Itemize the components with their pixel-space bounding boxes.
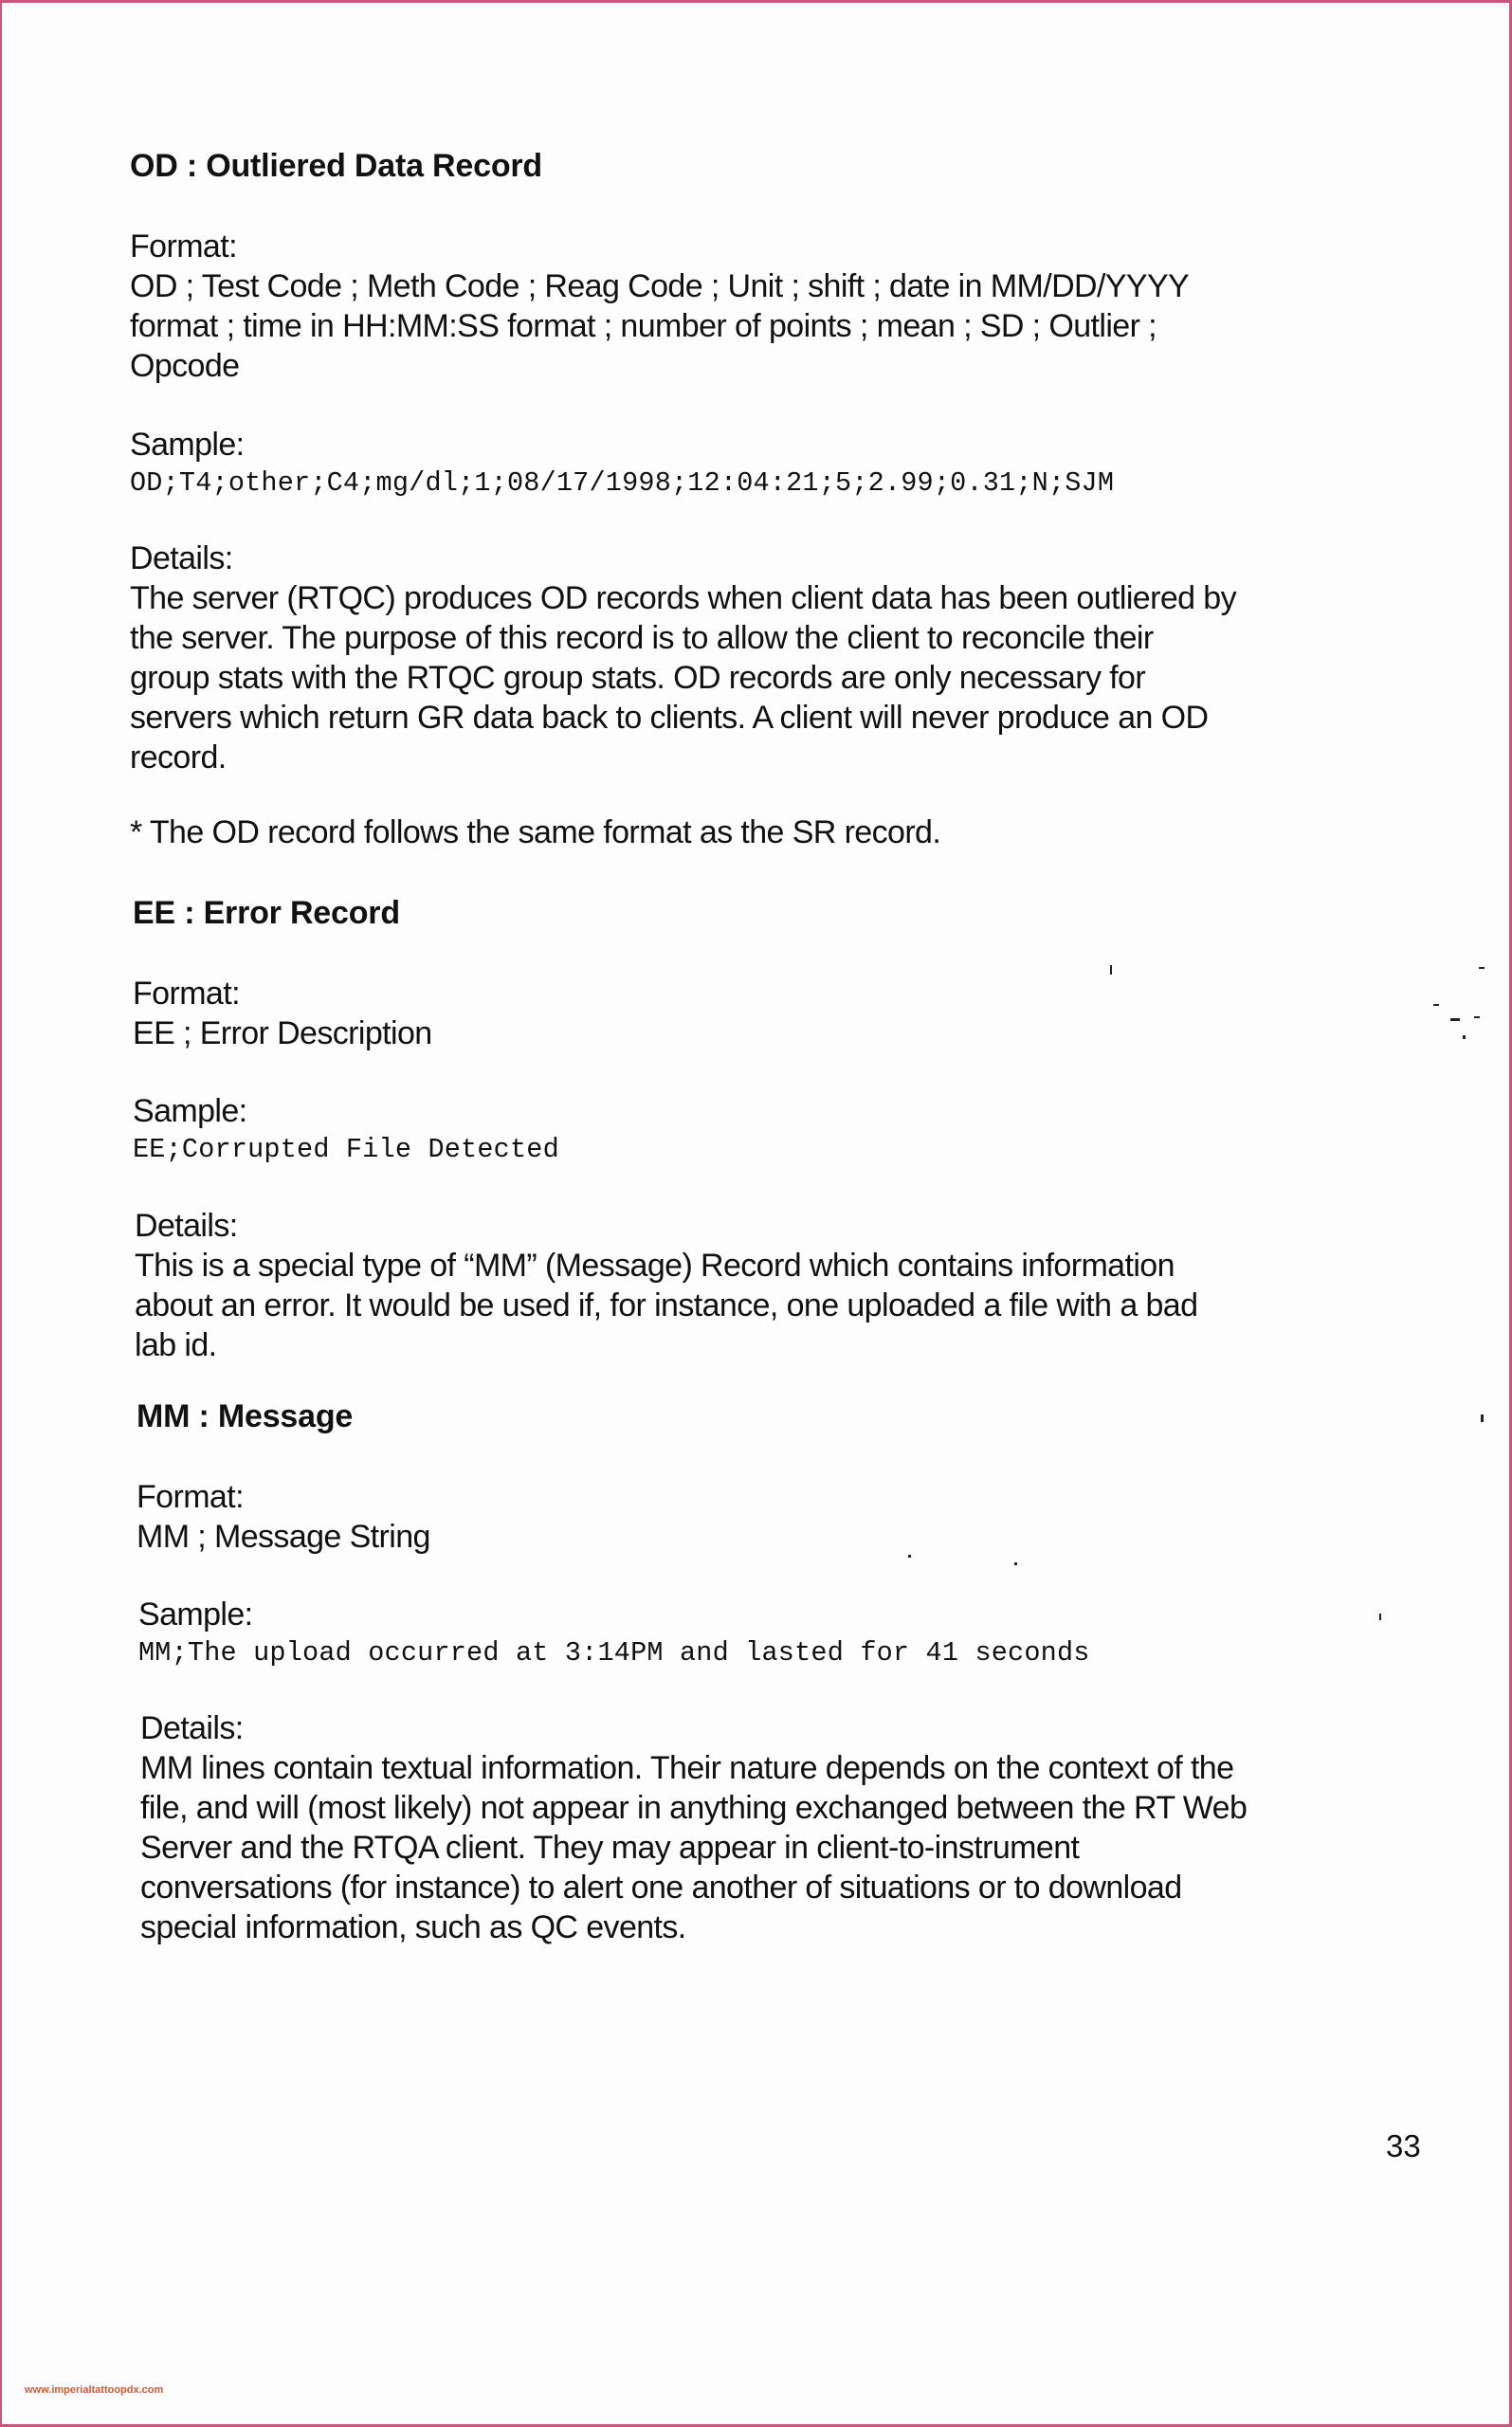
format-line: OD ; Test Code ; Meth Code ; Reag Code ; Unit ; shift ; date in MM/DD/YYYY: [130, 268, 1190, 304]
section-od: [130, 147, 1438, 185]
scan-speck: [1463, 1035, 1466, 1039]
mm-format: [137, 1477, 1445, 1557]
details-line: group stats with the RTQC group stats. OD records are only necessary for: [130, 660, 1146, 696]
scan-speck: [1481, 1414, 1484, 1422]
ee-details: [135, 1206, 1443, 1365]
page-number: 33: [1386, 2128, 1421, 2163]
watermark-link[interactable]: www.imperialtattoopdx.com: [25, 2384, 164, 2396]
details-line: servers which return GR data back to clients. A client will never produce an OD: [130, 700, 1209, 736]
format-label: Format:: [137, 1479, 244, 1515]
od-sample: [130, 425, 1438, 502]
section-title: MM : Message: [137, 1398, 354, 1434]
details-line: the server. The purpose of this record is to allow the client to reconcile their: [130, 620, 1154, 656]
details-line: special information, such as QC events.: [140, 1909, 686, 1945]
ee-format: [133, 974, 1441, 1053]
details-line: Server and the RTQA client. They may appear in client-to-instrument: [140, 1830, 1080, 1866]
od-note: [130, 812, 1438, 852]
section-mm: [137, 1397, 1445, 1435]
scan-speck: [1379, 1614, 1381, 1620]
mm-sample: [138, 1595, 1447, 1672]
sample-label: Sample:: [133, 1093, 247, 1129]
scan-speck: [1433, 1004, 1439, 1006]
scan-speck: [1450, 1018, 1460, 1021]
section-title: EE : Error Record: [133, 895, 400, 931]
od-format: [130, 227, 1438, 386]
sample-label: Sample:: [130, 427, 245, 463]
format-label: Format:: [133, 976, 240, 1012]
note-text: * The OD record follows the same format as the SR record.: [130, 814, 941, 850]
format-line: Opcode: [130, 348, 240, 384]
details-label: Details:: [135, 1208, 238, 1244]
sample-code: OD;T4;other;C4;mg/dl;1;08/17/1998;12:04:21;5;2.99;0.31;N;SJM: [130, 467, 1115, 499]
details-line: This is a special type of “MM” (Message) Record which contains information: [135, 1248, 1175, 1284]
sample-code: EE;Corrupted File Detected: [133, 1134, 559, 1165]
details-line: conversations (for instance) to alert one another of situations or to download: [140, 1870, 1182, 1906]
scan-speck: [1110, 965, 1112, 975]
section-title: OD : Outliered Data Record: [130, 148, 542, 184]
scan-speck: [908, 1555, 911, 1558]
format-line: format ; time in HH:MM:SS format ; number of points ; mean ; SD ; Outlier ;: [130, 308, 1157, 344]
details-line: MM lines contain textual information. Their nature depends on the context of the: [140, 1750, 1234, 1786]
format-label: Format:: [130, 228, 237, 265]
scan-speck: [1474, 1016, 1480, 1018]
mm-details: [140, 1708, 1448, 1947]
sample-label: Sample:: [138, 1597, 253, 1633]
format-line: MM ; Message String: [137, 1519, 430, 1555]
details-line: lab id.: [135, 1327, 217, 1363]
format-line: EE ; Error Description: [133, 1015, 432, 1051]
details-label: Details:: [130, 540, 233, 576]
section-ee: [133, 894, 1441, 932]
details-line: The server (RTQC) produces OD records when client data has been outliered by: [130, 580, 1237, 616]
od-details: [130, 538, 1438, 777]
details-line: about an error. It would be used if, for instance, one uploaded a file with a bad: [135, 1287, 1198, 1323]
details-line: record.: [130, 739, 227, 776]
sample-code: MM;The upload occurred at 3:14PM and lasted for 41 seconds: [138, 1637, 1090, 1669]
scan-speck: [1014, 1562, 1017, 1565]
scan-speck: [1479, 967, 1485, 969]
details-label: Details:: [140, 1710, 244, 1746]
ee-sample: [133, 1091, 1441, 1169]
details-line: file, and will (most likely) not appear in anything exchanged between the RT Web: [140, 1790, 1248, 1826]
